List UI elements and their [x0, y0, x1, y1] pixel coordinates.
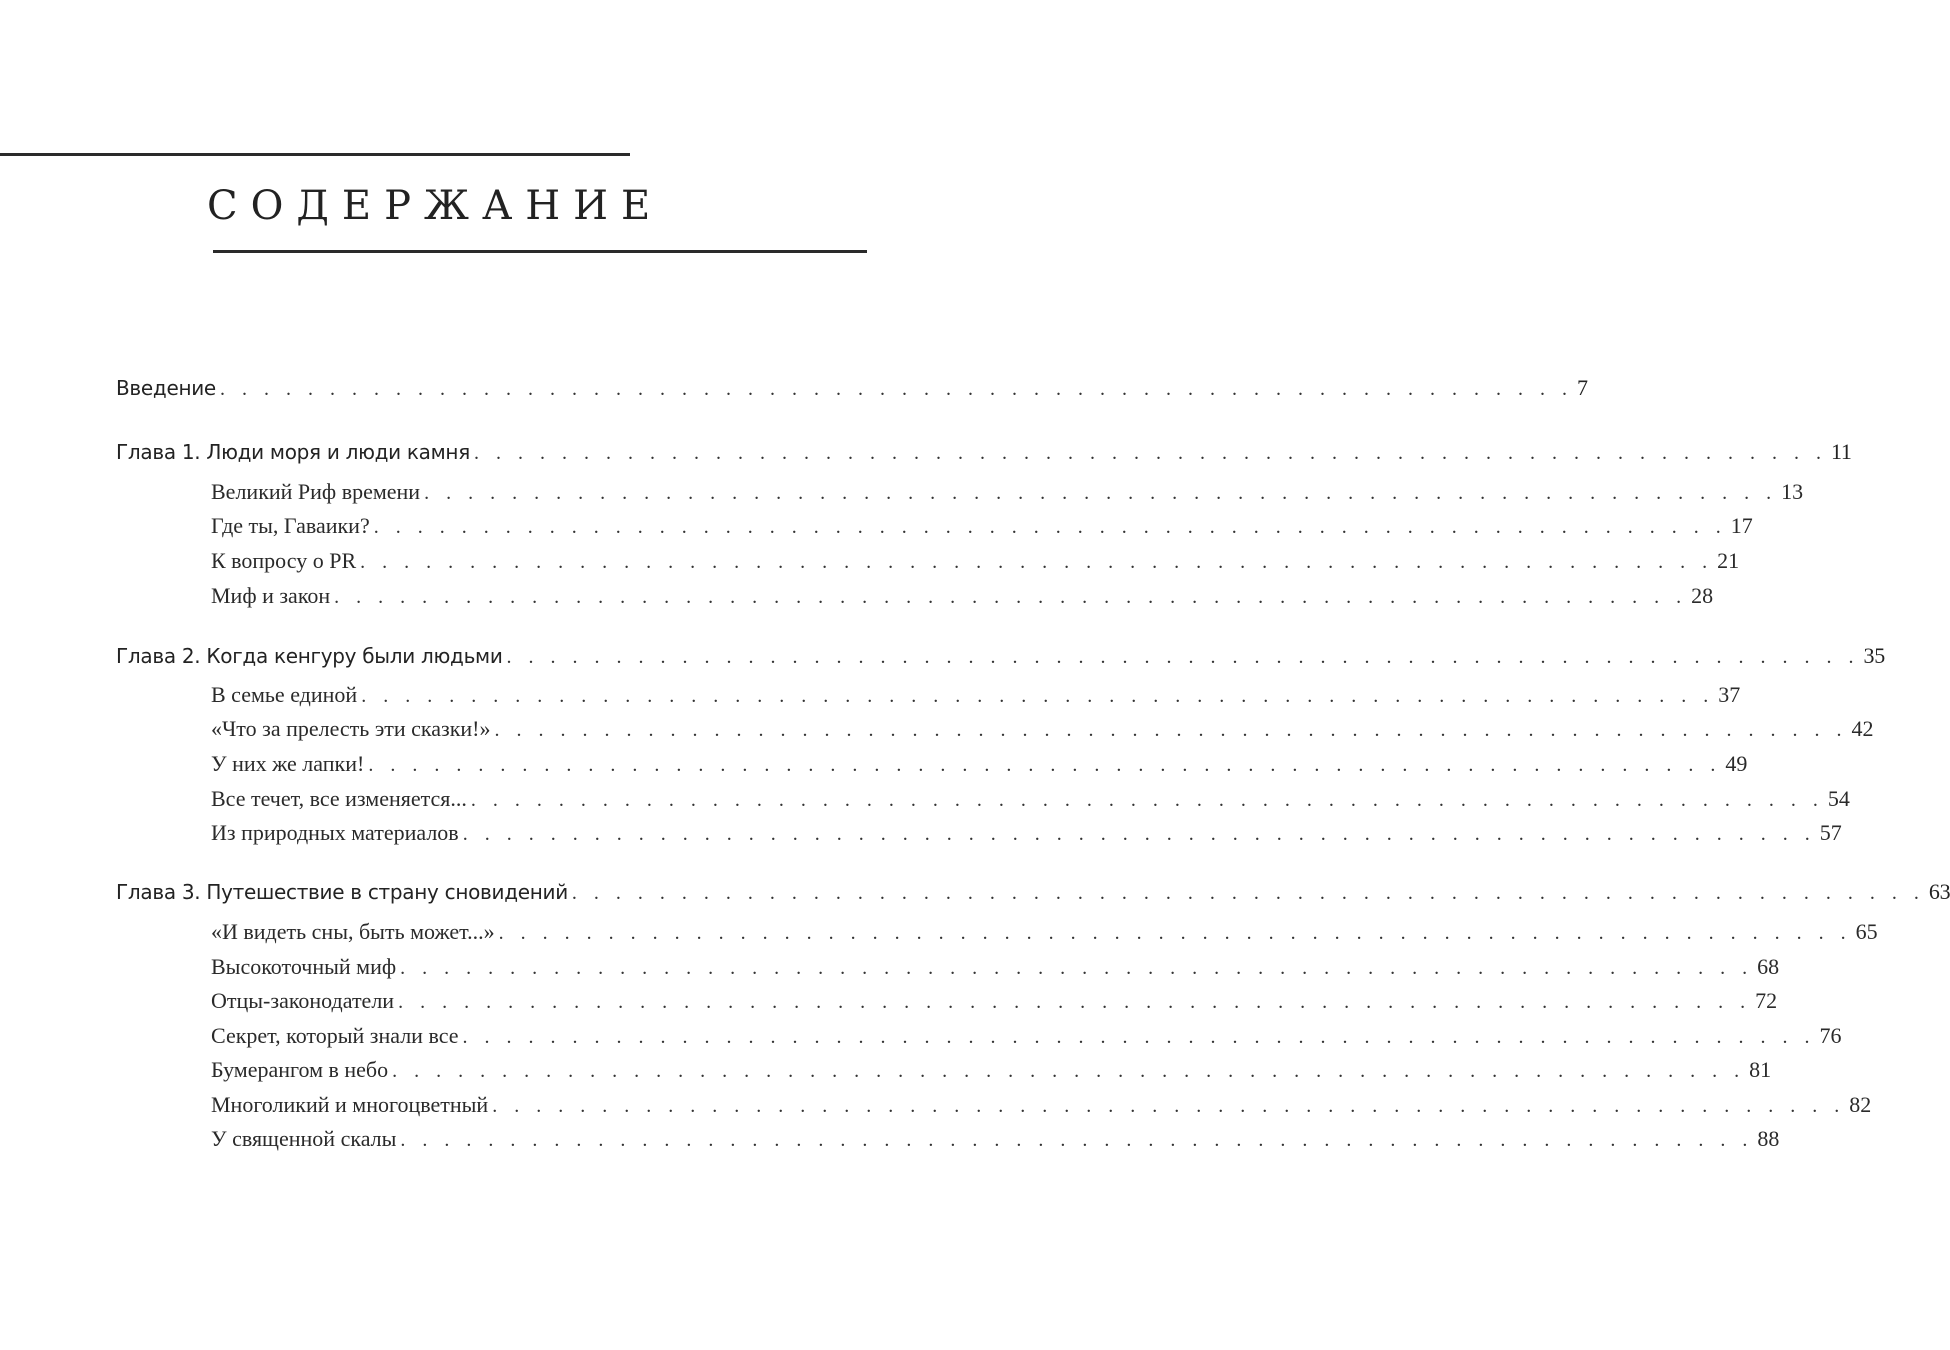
toc-entry-label: У священной скалы	[211, 1126, 397, 1151]
toc-entry-section[interactable]	[211, 713, 1874, 745]
toc-entry-section[interactable]	[211, 1054, 1772, 1086]
toc-entry-label: Высокоточный миф	[211, 954, 397, 979]
toc-entry-section[interactable]	[211, 545, 1740, 577]
toc-page-number: 49	[1725, 751, 1748, 776]
toc-entry-label: В семье единой	[211, 682, 358, 707]
leader-dots: . . . . . . . . . . . . . . . . . . . . . . . . . . . . . . . . . . . . . . . . . . . . . . . . . . . . . . . . . . . . . .	[373, 516, 1727, 538]
toc-page-number: 63	[1928, 879, 1950, 904]
toc-page-number: 68	[1757, 954, 1780, 979]
leader-dots: . . . . . . . . . . . . . . . . . . . . . . . . . . . . . . . . . . . . . . . . . . . . . . . . . . . . . . . . . . . . . .	[494, 719, 1848, 741]
toc-entry-section[interactable]	[211, 783, 1850, 815]
leader-dots: . . . . . . . . . . . . . . . . . . . . . . . . . . . . . . . . . . . . . . . . . . . . . . . . . . . . . . . . . . . . . .	[360, 551, 1714, 573]
toc-page-number: 57	[1819, 820, 1842, 845]
leader-dots: . . . . . . . . . . . . . . . . . . . . . . . . . . . . . . . . . . . . . . . . . . . . . . . . . . . . . . . . . . . . . .	[498, 922, 1852, 944]
toc-entry-label: Секрет, который знали все	[211, 1023, 459, 1048]
toc-entry-section[interactable]	[211, 817, 1842, 849]
leader-dots: . . . . . . . . . . . . . . . . . . . . . . . . . . . . . . . . . . . . . . . . . . . . . . . . . . . . . . . . . . . . . .	[368, 754, 1722, 776]
leader-dots: . . . . . . . . . . . . . . . . . . . . . . . . . . . . . . . . . . . . . . . . . . . . . . . . . . . . . . . . . . . . . .	[361, 685, 1715, 707]
toc-page-number: 76	[1819, 1023, 1842, 1048]
toc-entry-label: Миф и закон	[211, 583, 331, 608]
leader-dots: . . . . . . . . . . . . . . . . . . . . . . . . . . . . . . . . . . . . . . . . . . . . . . . . . . . . . . . . . . . . . .	[473, 442, 1827, 464]
toc-entry-label: Введение	[116, 376, 216, 400]
toc-page-number: 17	[1730, 513, 1753, 538]
page-title: СОДЕРЖАНИЕ	[207, 183, 664, 229]
leader-dots: . . . . . . . . . . . . . . . . . . . . . . . . . . . . . . . . . . . . . . . . . . . . . . . . . . . . . . . . . . . . . .	[470, 789, 1824, 811]
leader-dots: . . . . . . . . . . . . . . . . . . . . . . . . . . . . . . . . . . . . . . . . . . . . . . . . . . . . . . . . . . . . . .	[400, 957, 1754, 979]
toc-entry-section[interactable]	[211, 510, 1753, 542]
toc-entry-label: Бумерангом в небо	[211, 1057, 389, 1082]
toc-page-number: 88	[1757, 1126, 1780, 1151]
toc-entry-introduction[interactable]	[116, 372, 1588, 404]
leader-dots: . . . . . . . . . . . . . . . . . . . . . . . . . . . . . . . . . . . . . . . . . . . . . . . . . . . . . . . . . . . . . .	[462, 823, 1816, 845]
toc-page-number: 65	[1855, 919, 1878, 944]
leader-dots: . . . . . . . . . . . . . . . . . . . . . . . . . . . . . . . . . . . . . . . . . . . . . . . . . . . . . . . . . . . . . .	[506, 646, 1860, 668]
toc-page-number: 42	[1851, 716, 1874, 741]
toc-page-number: 82	[1849, 1092, 1872, 1117]
toc-entry-section[interactable]	[211, 985, 1778, 1017]
toc-page-number: 21	[1717, 548, 1740, 573]
toc-entry-label: Глава 1. Люди моря и люди камня	[116, 440, 470, 464]
toc-entry-section[interactable]	[211, 1089, 1872, 1121]
toc-entry-label: «Что за прелесть эти сказки!»	[211, 716, 491, 741]
toc-entry-label: Отцы-законодатели	[211, 988, 395, 1013]
toc-entry-section[interactable]	[211, 951, 1780, 983]
leader-dots: . . . . . . . . . . . . . . . . . . . . . . . . . . . . . . . . . . . . . . . . . . . . . . . . . . . . . . . . . . . . . .	[392, 1060, 1746, 1082]
toc-page-number: 54	[1827, 786, 1850, 811]
toc-entry-section[interactable]	[211, 1020, 1842, 1052]
toc-entry-label: Где ты, Гаваики?	[211, 513, 370, 538]
toc-entry-label: Из природных материалов	[211, 820, 459, 845]
toc-entry-label: Глава 3. Путешествие в страну сновидений	[116, 880, 568, 904]
toc-entry-chapter-1[interactable]	[116, 436, 1852, 468]
leader-dots: . . . . . . . . . . . . . . . . . . . . . . . . . . . . . . . . . . . . . . . . . . . . . . . . . . . . . . . . . . . . . .	[492, 1095, 1846, 1117]
toc-entry-label: Многоликий и многоцветный	[211, 1092, 489, 1117]
toc-entry-section[interactable]	[211, 580, 1714, 612]
toc-page-number: 35	[1863, 643, 1885, 668]
leader-dots: . . . . . . . . . . . . . . . . . . . . . . . . . . . . . . . . . . . . . . . . . . . . . . . . . . . . . . . . . . . . . .	[424, 482, 1778, 504]
leader-dots: . . . . . . . . . . . . . . . . . . . . . . . . . . . . . . . . . . . . . . . . . . . . . . . . . . . . . . . . . . . . . .	[219, 378, 1573, 400]
toc-entry-chapter-2[interactable]	[116, 640, 1885, 672]
toc-entry-chapter-3[interactable]	[116, 876, 1950, 908]
toc-page-number: 11	[1830, 439, 1852, 464]
toc-entry-label: «И видеть сны, быть может...»	[211, 919, 495, 944]
toc-page-number: 13	[1781, 479, 1804, 504]
toc-entry-section[interactable]	[211, 1123, 1780, 1155]
toc-entry-label: Все течет, все изменяется...	[211, 786, 467, 811]
toc-page-number: 7	[1576, 375, 1588, 400]
toc-page-number: 37	[1718, 682, 1741, 707]
leader-dots: . . . . . . . . . . . . . . . . . . . . . . . . . . . . . . . . . . . . . . . . . . . . . . . . . . . . . . . . . . . . . .	[400, 1129, 1754, 1151]
toc-entry-label: Великий Риф времени	[211, 479, 421, 504]
leader-dots: . . . . . . . . . . . . . . . . . . . . . . . . . . . . . . . . . . . . . . . . . . . . . . . . . . . . . . . . . . . . . .	[334, 586, 1688, 608]
toc-entry-section[interactable]	[211, 748, 1748, 780]
toc-entry-section[interactable]	[211, 916, 1878, 948]
toc-entry-section[interactable]	[211, 476, 1804, 508]
toc-page-number: 28	[1691, 583, 1714, 608]
toc-page-number: 72	[1755, 988, 1778, 1013]
toc-entry-label: Глава 2. Когда кенгуру были людьми	[116, 644, 503, 668]
toc-entry-section[interactable]	[211, 679, 1741, 711]
toc-entry-label: У них же лапки!	[211, 751, 365, 776]
toc-entry-label: К вопросу о PR	[211, 548, 357, 573]
leader-dots: . . . . . . . . . . . . . . . . . . . . . . . . . . . . . . . . . . . . . . . . . . . . . . . . . . . . . . . . . . . . . .	[398, 991, 1752, 1013]
toc-page-number: 81	[1749, 1057, 1772, 1082]
leader-dots: . . . . . . . . . . . . . . . . . . . . . . . . . . . . . . . . . . . . . . . . . . . . . . . . . . . . . . . . . . . . . .	[462, 1026, 1816, 1048]
leader-dots: . . . . . . . . . . . . . . . . . . . . . . . . . . . . . . . . . . . . . . . . . . . . . . . . . . . . . . . . . . . . . .	[571, 882, 1925, 904]
